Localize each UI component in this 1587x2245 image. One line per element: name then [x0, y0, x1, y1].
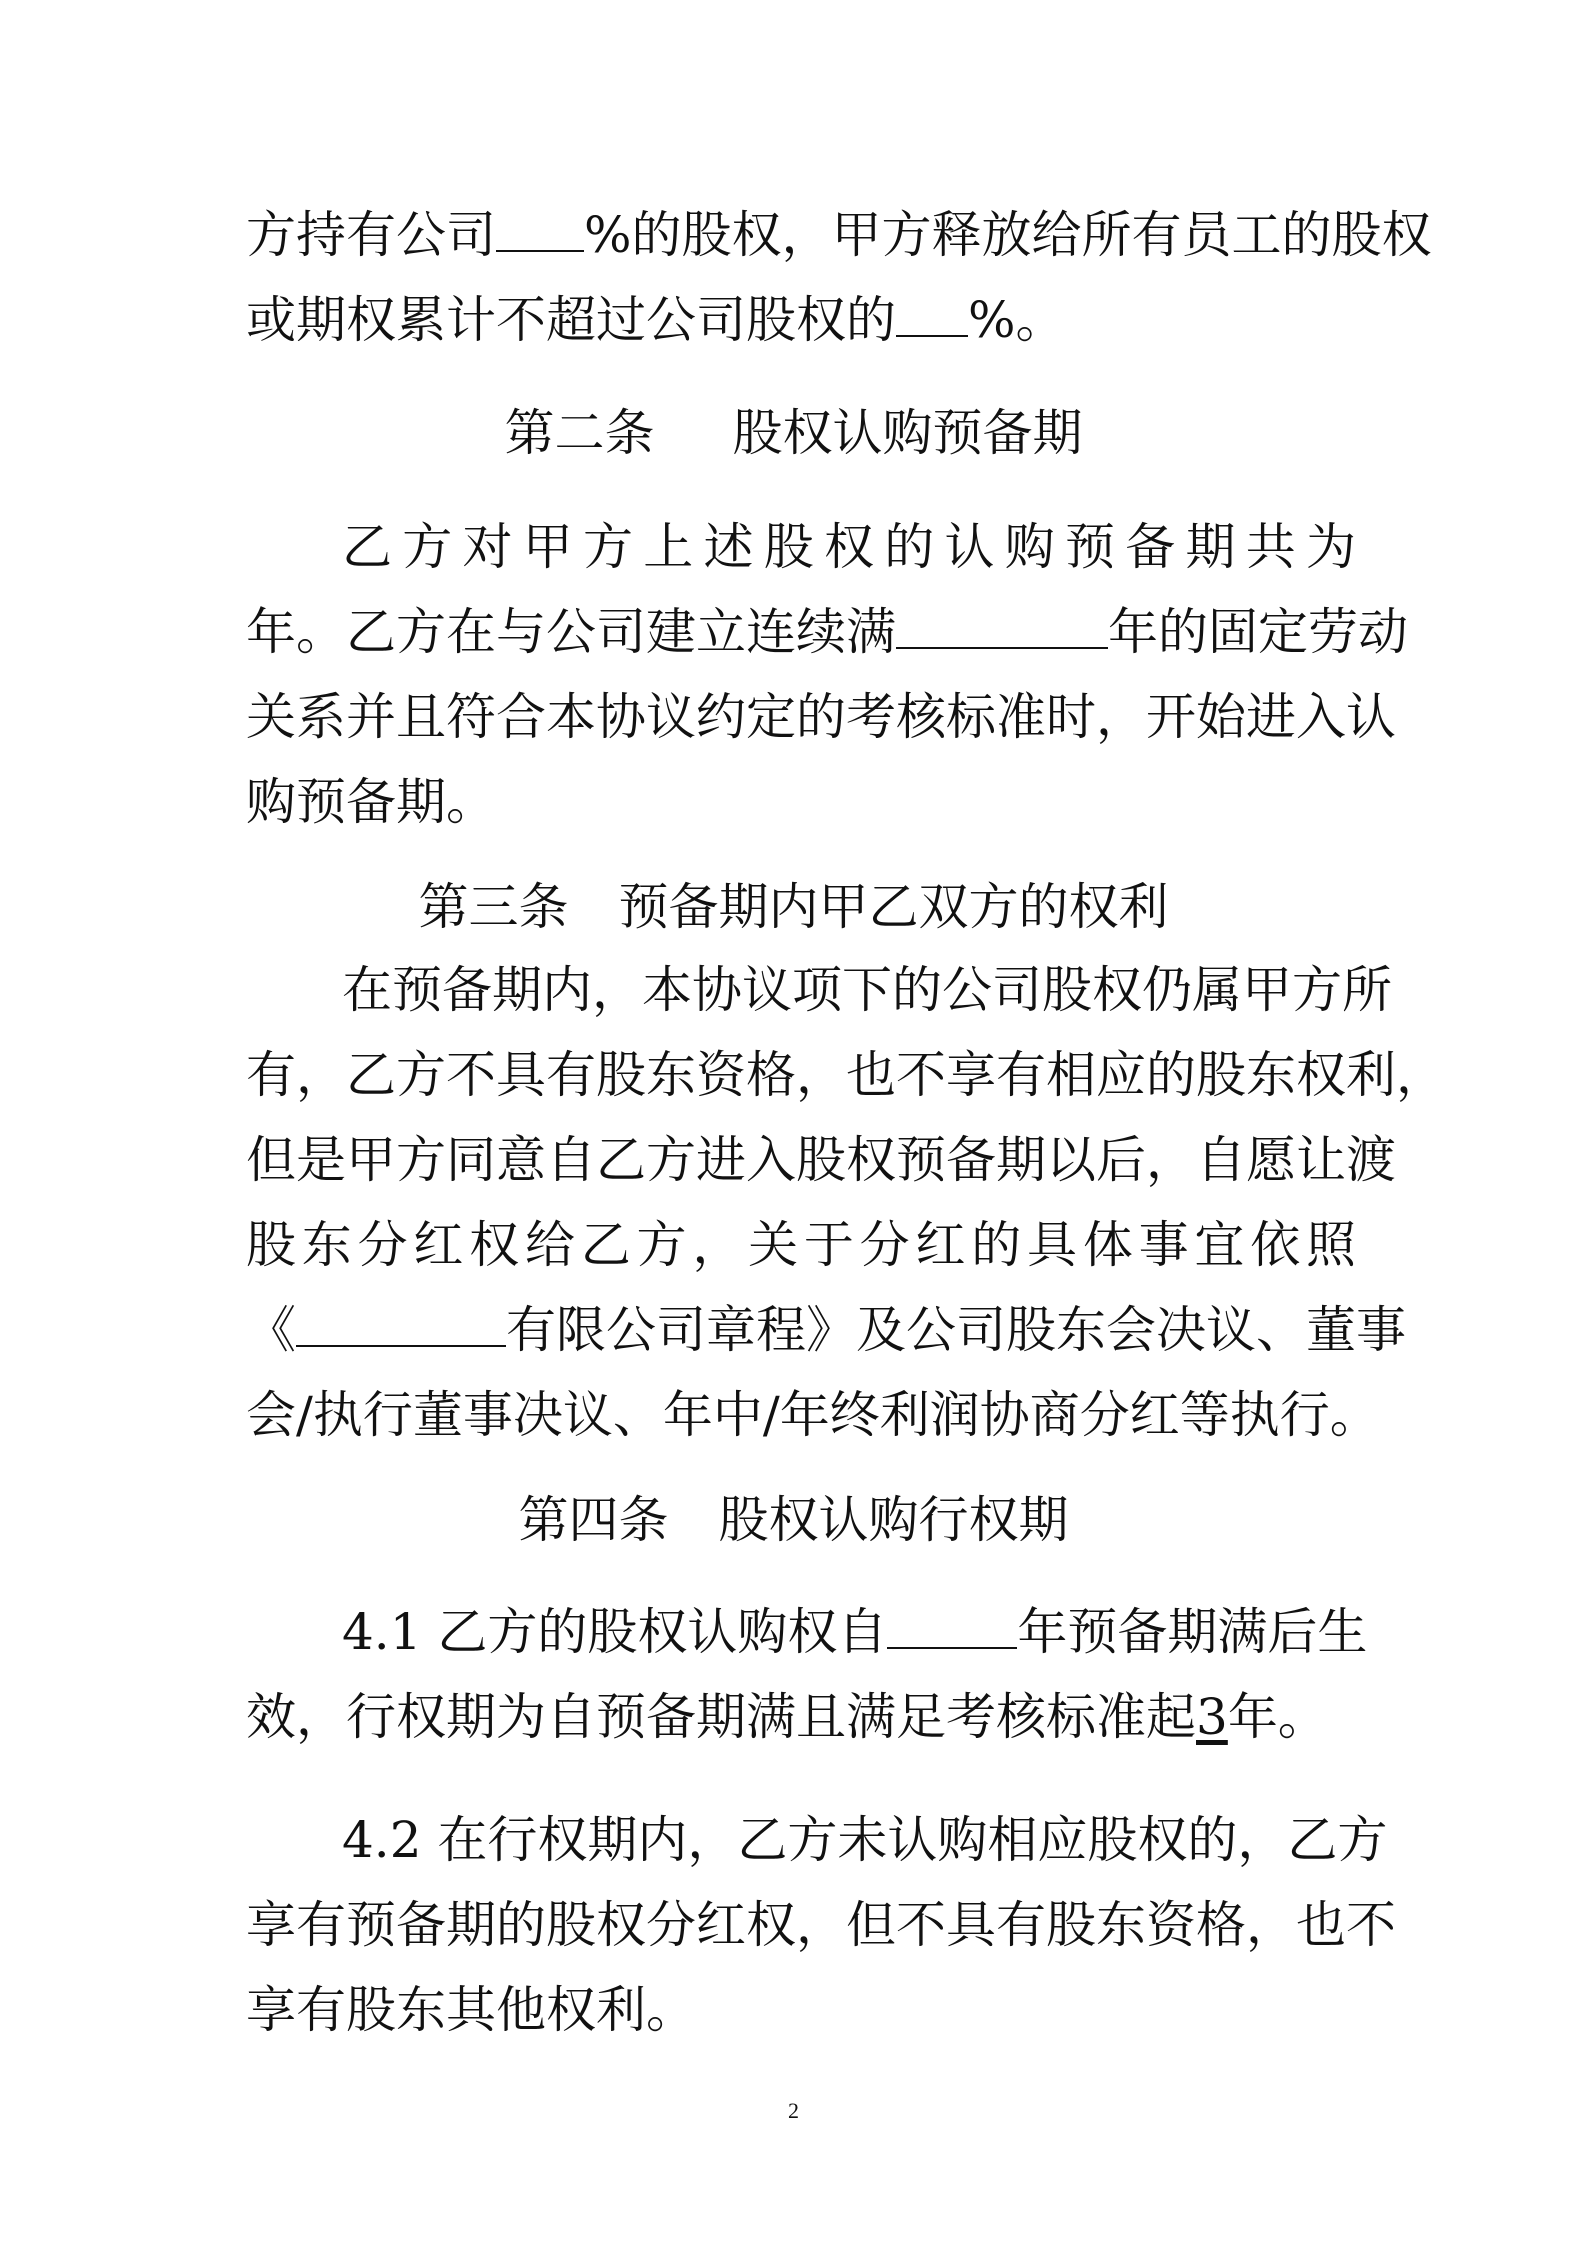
page-number: 2 — [788, 2098, 799, 2123]
text-span: %。 — [968, 291, 1066, 349]
clause-number: 第二条 — [504, 404, 655, 462]
clause-number: 第三条 — [418, 878, 569, 936]
blank-field — [496, 206, 584, 252]
clause2-line4: 购预备期。 — [246, 773, 496, 831]
clause3-line2: 有，乙方不具有股东资格，也不享有相应的股东权利， — [246, 1046, 1446, 1104]
clause-number: 第四条 — [518, 1491, 669, 1549]
text-span: 4.1 乙方的股权认购权自 — [342, 1603, 888, 1661]
clause3-line1: 在预备期内，本协议项下的公司股权仍属甲方所 — [342, 961, 1392, 1019]
clause3-heading — [0, 875, 1587, 939]
clause4-p2-line1: 4.2 在行权期内，乙方未认购相应股权的，乙方 — [342, 1811, 1388, 1869]
blank-field — [296, 1301, 506, 1347]
clause2-line2 — [246, 600, 1408, 664]
text-span: 方持有公司 — [246, 206, 496, 264]
blank-field — [896, 603, 1108, 649]
clause2-line3: 关系并且符合本协议约定的考核标准时，开始进入认 — [246, 688, 1396, 746]
clause2-heading — [0, 401, 1587, 465]
clause4-p1-line2 — [246, 1685, 1356, 1749]
text-span: 年预备期满后生 — [1017, 1603, 1368, 1661]
clause3-line3: 但是甲方同意自乙方进入股权预备期以后，自愿让渡 — [246, 1131, 1396, 1189]
blank-field — [887, 1603, 1017, 1649]
blank-field — [896, 291, 968, 337]
text-span: 有限公司章程》及公司股东会决议、董事 — [506, 1301, 1406, 1359]
clause4-heading — [0, 1488, 1587, 1552]
text-span: 年。乙方在与公司建立连续满 — [246, 603, 896, 661]
text-span: 或期权累计不超过公司股权的 — [246, 291, 896, 349]
clause4-p1-line1 — [342, 1600, 1368, 1664]
text-span: %的股权，甲方释放给所有员工的股权 — [584, 206, 1432, 264]
clause3-line6: 会/执行董事决议、年中/年终利润协商分红等执行。 — [246, 1386, 1380, 1444]
filled-value: 3 — [1196, 1688, 1228, 1746]
text-span: 年的固定劳动 — [1108, 603, 1408, 661]
clause1-line1 — [246, 203, 1432, 267]
clause4-p2-line2: 享有预备期的股权分红权，但不具有股东资格，也不 — [246, 1896, 1396, 1954]
clause-title: 股权认购行权期 — [718, 1491, 1069, 1549]
clause-title: 股权认购预备期 — [732, 404, 1083, 462]
text-span: 年。 — [1227, 1688, 1328, 1746]
clause3-line4: 股东分红权给乙方，关于分红的具体事宜依照 — [246, 1216, 1356, 1274]
clause1-line2 — [246, 288, 1356, 352]
text-span: 效，行权期为自预备期满且满足考核标准起 — [246, 1688, 1196, 1746]
clause4-p2-line3: 享有股东其他权利。 — [246, 1981, 696, 2039]
text-span: 《 — [246, 1301, 296, 1359]
clause-title: 预备期内甲乙双方的权利 — [618, 878, 1169, 936]
clause3-line5 — [246, 1298, 1406, 1362]
clause2-line1: 乙方对甲方上述股权的认购预备期共为 — [342, 518, 1356, 576]
